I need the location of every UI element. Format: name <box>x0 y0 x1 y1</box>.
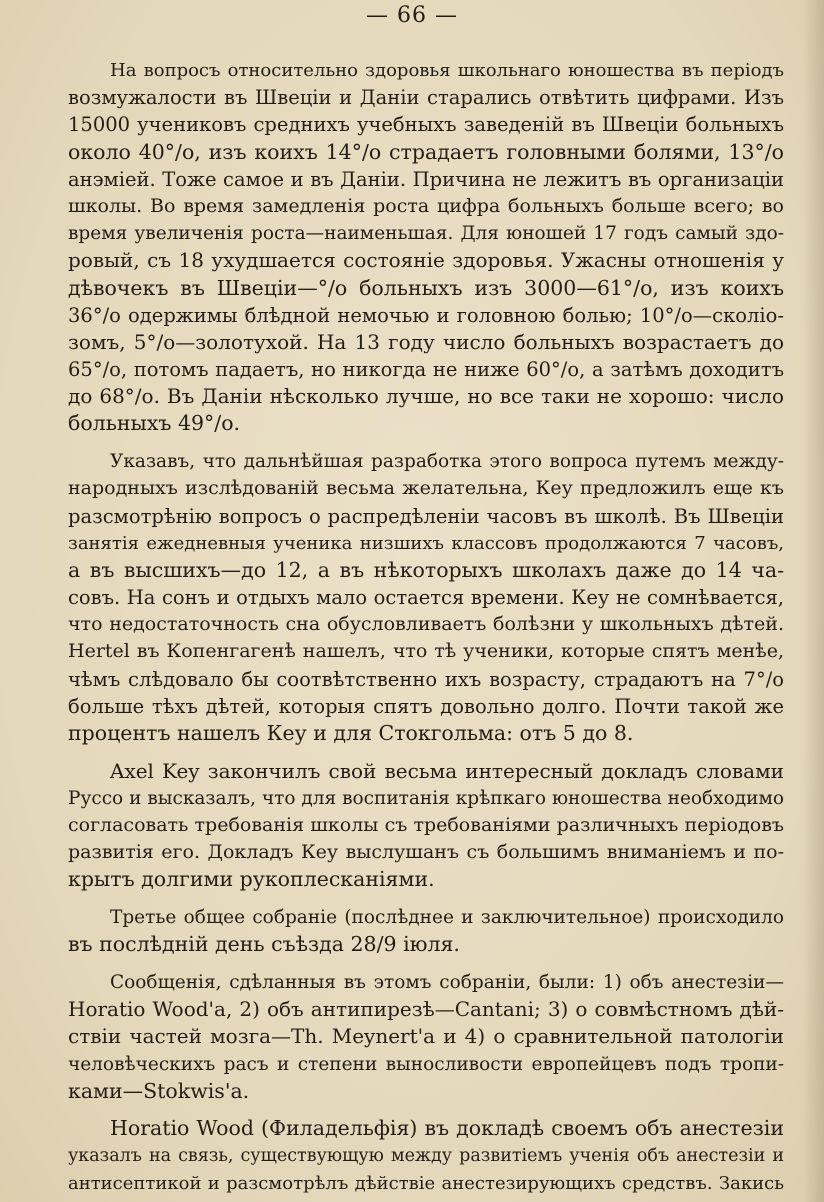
paragraph <box>68 758 784 894</box>
text-line: время увеличенія роста—наименьшая. Для юношей 17 годъ самый здо- <box>68 223 784 245</box>
text-line: занятія ежедневныя ученика низшихъ классовъ продолжаются 7 часовъ, <box>68 532 784 554</box>
text-line: крытъ долгими рукоплесканіями. <box>68 867 435 892</box>
text-line: человѣческихъ расъ и степени выносливости европейцевъ подъ тропи- <box>68 1053 784 1075</box>
text-line: Horatio Wood'a, 2) объ антипирезѣ—Cantani; 3) о совмѣстномъ дѣй- <box>68 997 784 1022</box>
text-line: чѣмъ слѣдовало бы соотвѣтственно ихъ возрасту, страдаютъ на 7°/о <box>68 667 784 691</box>
text-line: ствіи частей мозга—Th. Meynert'a и 4) о сравнительной патологіи <box>68 1024 784 1049</box>
text-line: Третье общее собраніе (послѣднее и заключительное) происходило <box>110 907 784 929</box>
text-line: разсмотрѣнію вопросъ о распредѣленіи часовъ въ школѣ. Въ Швеціи <box>68 504 784 528</box>
body-text <box>68 57 784 1197</box>
text-line: въ послѣдній день съѣзда 28/9 іюля. <box>68 932 460 957</box>
text-line: школы. Во время замедленія роста цифра больныхъ больше всего; во <box>68 194 784 217</box>
text-line: процентъ нашелъ Кеу и для Стокгольма: отъ 5 до 8. <box>68 721 634 745</box>
text-line: ками—Stokwis'a. <box>68 1078 250 1103</box>
paragraph <box>68 1115 784 1197</box>
text-line: больныхъ 49°/о. <box>68 411 241 436</box>
page-edge-shadow <box>802 0 824 1202</box>
text-line: дѣвочекъ въ Швеціи—°/о больныхъ изъ 3000—61°/о, изъ коихъ <box>68 275 784 300</box>
paragraph-gap <box>68 894 784 905</box>
text-line: возмужалости въ Швеціи и Даніи старались отвѣтить цифрами. Изъ <box>68 86 784 110</box>
text-line: 15000 учениковъ среднихъ учебныхъ заведеній въ Швеціи больныхъ <box>68 113 784 137</box>
text-line: Horatio Wood (Филадельфія) въ докладѣ своемъ объ анестезіи <box>110 1116 784 1141</box>
text-line: около 40°/о, изъ коихъ 14°/о страдаетъ головными болями, 13°/о <box>68 139 784 164</box>
paragraph <box>68 448 784 747</box>
paragraph <box>68 57 784 438</box>
text-line: указалъ на связь, существующую между развитіемъ ученія объ анестезіи и <box>68 1145 784 1166</box>
paragraph <box>68 969 784 1105</box>
text-line: Axel Key закончилъ свой весьма интересный докладъ словами <box>110 758 784 783</box>
paragraph-gap <box>68 959 784 970</box>
text-line: а въ высшихъ—до 12, а въ нѣкоторыхъ школахъ даже до 14 ча- <box>68 557 784 582</box>
paragraph-gap <box>68 747 784 758</box>
paragraph-gap <box>68 1105 784 1116</box>
text-line: народныхъ изслѣдованій весьма желательна, Кеу предложилъ еще къ <box>68 477 784 500</box>
text-line: Указавъ, что дальнѣйшая разработка этого вопроса путемъ между- <box>110 451 784 473</box>
text-line: Сообщенія, сдѣланныя въ этомъ собраніи, были: 1) объ анестезіи— <box>110 972 784 993</box>
text-line: На вопросъ относительно здоровья школьнаго юношества въ періодъ <box>110 60 784 81</box>
text-line: что недостаточность сна обусловливаетъ болѣзни у школьныхъ дѣтей. <box>68 613 784 636</box>
paragraph <box>68 904 784 958</box>
text-line: совъ. На сонъ и отдыхъ мало остается времени. Кеу не сомнѣвается, <box>68 586 784 610</box>
text-line: развитія его. Докладъ Кеу выслушанъ съ большимъ вниманіемъ и по- <box>68 841 784 864</box>
text-line: ровый, съ 18 ухудшается состояніе здоровья. Ужасны отношенія у <box>68 248 784 273</box>
text-line: 65°/о, потомъ падаетъ, но никогда не ниже 60°/о, а затѣмъ доходитъ <box>68 358 784 382</box>
paragraph-gap <box>68 438 784 449</box>
text-line: Руссо и высказалъ, что для воспитанія крѣпкаго юношества необходимо <box>68 787 784 809</box>
text-line: зомъ, 5°/о—золотухой. На 13 году число больныхъ возрастаетъ до <box>68 329 784 354</box>
text-line: больше тѣхъ дѣтей, которыя спятъ довольно долго. Почти такой же <box>68 694 784 718</box>
page-number: — 66 — <box>366 3 458 28</box>
text-line: согласовать требованія школы съ требованіями различныхъ періодовъ <box>68 814 784 837</box>
text-line: Hertel въ Копенгагенѣ нашелъ, что тѣ ученики, которые спятъ менѣе, <box>68 640 784 663</box>
text-line: антисептикой и разсмотрѣлъ дѣйствіе анестезирующихъ средствъ. Закись <box>68 1172 784 1194</box>
text-line: 36°/о одержимы блѣдной немочью и головною болью; 10°/о—сколіо- <box>68 303 784 327</box>
text-line: до 68°/о. Въ Даніи нѣсколько лучше, но все таки не хорошо: число <box>68 384 784 409</box>
text-line: анэміей. Тоже самое и въ Даніи. Причина не лежитъ въ организаціи <box>68 167 784 191</box>
